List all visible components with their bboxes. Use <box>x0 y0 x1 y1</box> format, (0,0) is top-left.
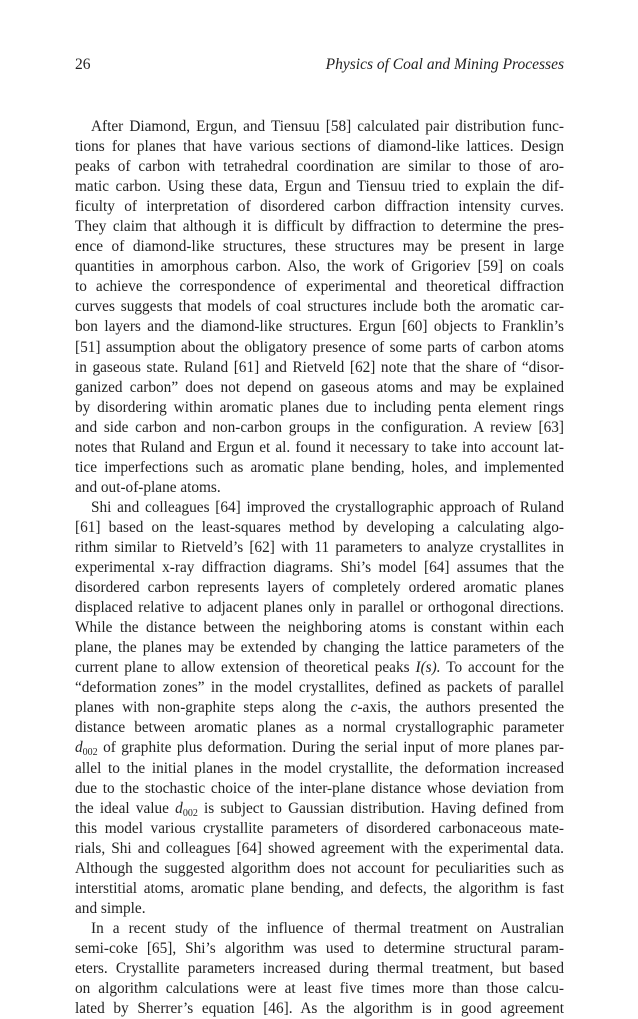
text-line: curves suggests that models of coal structures include both the aromatic car- <box>75 298 564 316</box>
text-line: to achieve the correspondence of experimental and theoretical diffraction <box>75 278 564 296</box>
text-line: semi-coke [65], Shi’s algorithm was used to determine structural param- <box>75 939 564 957</box>
text-line: Shi and colleagues [64] improved the crystallographic approach of Ruland <box>91 498 564 516</box>
text-line: and simple. <box>75 899 146 917</box>
text-line: rithm similar to Rietveld’s [62] with 11 parameters to analyze crystallites in <box>75 538 564 556</box>
text-line: experimental x-ray diffraction diagrams. Shi’s model [64] assumes that the <box>75 559 564 577</box>
d-spacing-subscript: 002 <box>182 807 198 819</box>
text-line: on algorithm calculations were at least five times more than those calcu- <box>75 980 564 998</box>
text-line: due to the stochastic choice of the inter-plane distance whose deviation from <box>75 779 564 797</box>
text-line: In a recent study of the influence of thermal treatment on Australian <box>91 919 564 937</box>
d-spacing-symbol: d <box>75 739 83 757</box>
text-line: displaced relative to adjacent planes only in parallel or orthogonal directions. <box>75 599 564 617</box>
page-number: 26 <box>75 56 91 73</box>
text-line: allel to the initial planes in the model crystallite, the deformation increased <box>75 759 564 777</box>
text-line: After Diamond, Ergun, and Tiensuu [58] calculated pair distribution func- <box>91 118 564 135</box>
text-line: disordered carbon represents layers of completely ordered aromatic planes <box>75 579 564 597</box>
body-text <box>75 117 564 1019</box>
text-line: and out-of-plane atoms. <box>75 478 221 496</box>
line-segment: -axis, the authors presented the <box>357 699 564 717</box>
text-line: and side carbon and non-carbon groups in the configuration. A review [63] <box>75 418 564 436</box>
intensity-function: I(s). <box>415 659 441 677</box>
text-line <box>75 658 564 678</box>
text-line: eters. Crystallite parameters increased during thermal treatment, but based <box>75 959 564 977</box>
text-line: “deformation zones” in the model crystallites, defined as packets of parallel <box>75 679 564 697</box>
text-line: distance between aromatic planes as a normal crystallographic parameter <box>75 719 564 737</box>
text-line: in gaseous state. Ruland [61] and Rietveld [62] note that the share of “disor- <box>75 358 564 376</box>
text-line: this model various crystallite parameters of disordered carbonaceous mate- <box>75 819 564 837</box>
running-header <box>75 56 564 78</box>
book-title: Physics of Coal and Mining Processes <box>325 56 564 73</box>
text-line <box>75 738 564 758</box>
text-line: [51] assumption about the obligatory presence of some parts of carbon atoms <box>75 338 564 356</box>
text-line: by disordering within aromatic planes due to including penta element rings <box>75 398 564 416</box>
text-line: matic carbon. Using these data, Ergun and Tiensuu tried to explain the dif- <box>75 178 564 196</box>
text-line: lated by Sherrer’s equation [46]. As the algorithm is in good agreement <box>75 1000 564 1018</box>
text-line: peaks of carbon with tetrahedral coordination are similar to those of aro- <box>75 158 564 176</box>
text-line: quantities in amorphous carbon. Also, the work of Grigoriev [59] on coals <box>75 258 564 276</box>
text-line: interstitial atoms, aromatic plane bending, and defects, the algorithm is fast <box>75 879 564 897</box>
text-line: [61] based on the least-squares method by developing a calculating algo- <box>75 518 564 536</box>
d-spacing-subscript: 002 <box>82 747 98 759</box>
d-spacing-symbol: d <box>175 799 183 817</box>
line-segment: current plane to allow extension of theoretical peaks <box>75 659 416 677</box>
line-segment: the ideal value <box>75 799 176 817</box>
line-segment: planes with non-graphite steps along the <box>75 699 351 717</box>
c-axis-symbol: c <box>350 699 358 717</box>
text-line: tions for planes that have various sections of diamond-like lattices. Design <box>75 138 564 156</box>
text-line: ence of diamond-like structures, these structures may be present in large <box>75 238 564 256</box>
line-segment: of graphite plus deformation. During the serial input of more planes par- <box>97 739 564 757</box>
text-line: plane, the planes may be extended by changing the lattice parameters of the <box>75 639 564 657</box>
text-line: tice imperfections such as aromatic plane bending, holes, and implemented <box>75 458 564 476</box>
text-line: ganized carbon” does not depend on gaseous atoms and may be explained <box>75 378 564 396</box>
text-line: ficulty of interpretation of disordered carbon diffraction intensity curves. <box>75 198 564 216</box>
text-line: rials, Shi and colleagues [64] showed agreement with the experimental data. <box>75 839 564 857</box>
text-line <box>75 799 564 819</box>
line-segment: To account for the <box>440 659 564 677</box>
text-line: notes that Ruland and Ergun et al. found it necessary to take into account lat- <box>75 438 564 456</box>
line-segment: is subject to Gaussian distribution. Having defined from <box>197 799 564 817</box>
text-line <box>75 698 564 718</box>
text-line: While the distance between the neighboring atoms is constant within each <box>75 619 564 637</box>
text-line: They claim that although it is difficult by diffraction to determine the pres- <box>75 218 564 236</box>
text-line: bon layers and the diamond-like structures. Ergun [60] objects to Franklin’s <box>75 318 564 336</box>
text-line: Although the suggested algorithm does not account for peculiarities such as <box>75 859 564 877</box>
